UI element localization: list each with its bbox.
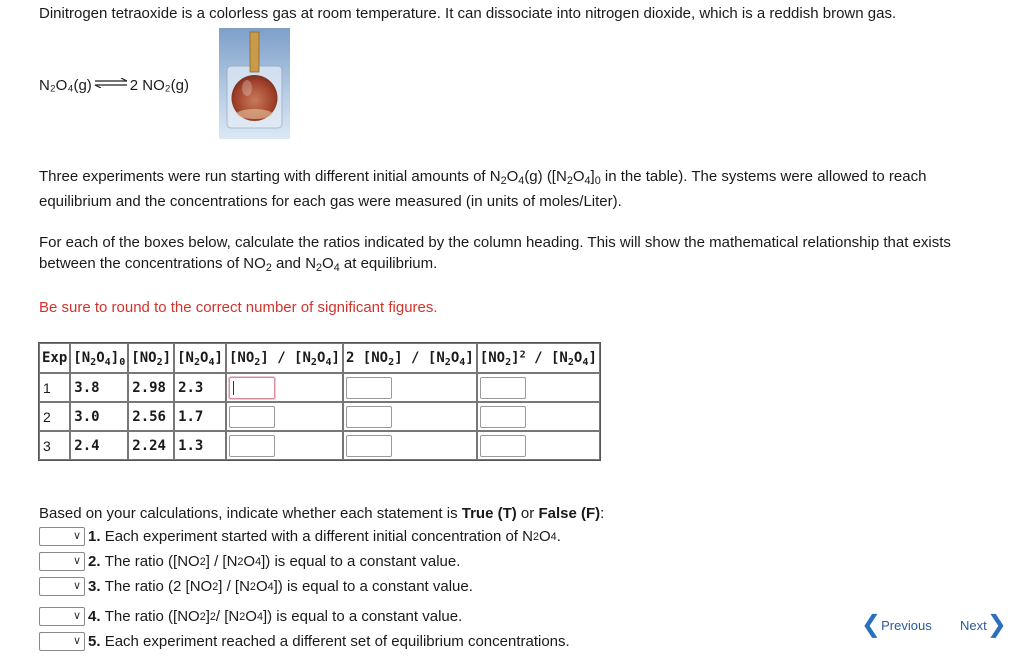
reactant: N₂O₄(g): [39, 77, 92, 94]
n2o4-value: 1.3: [174, 431, 226, 460]
table-row: [39, 431, 600, 460]
true-label: True (T): [461, 505, 517, 522]
statement-2-text: The ratio ([NO: [104, 553, 200, 570]
ratio-1-input-exp1[interactable]: [229, 377, 275, 399]
statement-1-select[interactable]: [39, 527, 85, 546]
statement-1: ∨ 1. Each experiment started with a different initial concentration of N 2 O 4 .: [39, 527, 561, 546]
statement-5-select[interactable]: [39, 632, 85, 651]
reaction-equation: [39, 77, 189, 94]
statement-5-text: Each experiment reached a different set of equilibrium concentrations.: [104, 633, 570, 650]
table-row: [39, 402, 600, 431]
experiment-description: Three experiments were run starting with different initial amounts of $N_2O_4(g)$ ($[N_2O_4]_0$ in the table). The systems were allowed to reach equilibrium and the concentrations for each gas were measured (in units of moles/Liter).: [39, 168, 927, 210]
ratio-2-input-exp3[interactable]: [346, 435, 392, 457]
header-exp: Exp: [39, 343, 70, 373]
statement-1-number: 1.: [88, 528, 101, 545]
statements-intro-text: Based on your calculations, indicate whether each statement is: [39, 505, 458, 522]
ratio-3-input-exp2[interactable]: [480, 406, 526, 428]
chevron-down-icon: ∨: [72, 555, 81, 567]
statement-3-number: 3.: [88, 578, 101, 595]
chevron-down-icon: ∨: [72, 610, 81, 622]
statement-2-number: 2.: [88, 553, 101, 570]
instructions: For each of the boxes below, calculate the ratios indicated by the column heading. This will show the mathematical relationship that exists between the concentrations of $NO_2$ and $N_2O_4$ at equilibrium.: [39, 234, 951, 275]
header-no2: $[NO_2]$: [128, 343, 174, 373]
intro-text: Dinitrogen tetraoxide is a colorless gas at room temperature. It can dissociate into nitrogen dioxide, which is a reddish brown gas.: [39, 5, 897, 22]
previous-button[interactable]: [861, 611, 932, 638]
chevron-right-icon: ❯: [986, 611, 1007, 638]
no2-value: 2.98: [128, 373, 174, 402]
statement-5-number: 5.: [88, 633, 101, 650]
statement-3-text: The ratio (2 [NO: [104, 578, 213, 595]
table-header-row: [39, 343, 600, 373]
statement-3-select[interactable]: [39, 577, 85, 596]
desc-part-2: (g) ([N: [524, 168, 567, 185]
statement-4: ∨ 4. The ratio ([NO 2 ] 2 / [N 2 O 4 ]) is equal to a constant value.: [39, 607, 462, 626]
no2-value: 2.56: [128, 402, 174, 431]
n2o4-initial-value: 3.8: [70, 373, 128, 402]
exp-number: 2: [39, 402, 70, 431]
statement-2-select[interactable]: [39, 552, 85, 571]
exp-number: 1: [39, 373, 70, 402]
n2o4-value: 2.3: [174, 373, 226, 402]
statement-3: ∨ 3. The ratio (2 [NO 2 ] / [N 2 O 4 ]) is equal to a constant value.: [39, 577, 473, 596]
instructions-part-2: and N: [276, 255, 317, 272]
n2o4-initial-value: 2.4: [70, 431, 128, 460]
desc-part-1: Three experiments were run starting with different initial amounts of N: [39, 168, 501, 185]
desc-part-3: in the table). The systems were allowed to reach equilibrium and the concentrations for each gas were measured (in units of moles/Liter).: [39, 168, 927, 210]
statement-4-text: The ratio ([NO: [104, 608, 200, 625]
chevron-left-icon: ❮: [861, 611, 882, 638]
header-n2o4: $[N_2O_4]$: [174, 343, 226, 373]
next-button[interactable]: [960, 611, 1007, 638]
ratio-3-input-exp1[interactable]: [480, 377, 526, 399]
no2-value: 2.24: [128, 431, 174, 460]
ratio-2-input-exp2[interactable]: [346, 406, 392, 428]
ratio-3-input-exp3[interactable]: [480, 435, 526, 457]
next-label: Next: [960, 617, 987, 633]
equilibrium-arrows-icon: [94, 75, 128, 92]
header-ratio-3: $[NO_2]^2 / [N_2O_4]$: [477, 343, 600, 373]
data-table: [38, 342, 601, 461]
statement-2: ∨ 2. The ratio ([NO 2 ] / [N 2 O 4 ]) is equal to a constant value.: [39, 552, 460, 571]
flask-photo: [219, 28, 290, 139]
sig-fig-warning: Be sure to round to the correct number of significant figures.: [39, 299, 438, 316]
ratio-1-input-exp3[interactable]: [229, 435, 275, 457]
n2o4-value: 1.7: [174, 402, 226, 431]
product: 2 NO₂(g): [129, 77, 189, 94]
previous-label: Previous: [881, 617, 932, 633]
statement-1-text: Each experiment started with a different initial concentration of N: [104, 528, 533, 545]
chevron-down-icon: ∨: [72, 635, 81, 647]
exp-number: 3: [39, 431, 70, 460]
instructions-part-1: For each of the boxes below, calculate the ratios indicated by the column heading. This will show the mathematical relationship that exists between the concentrations of NO: [39, 234, 951, 272]
chevron-down-icon: ∨: [72, 580, 81, 592]
statement-4-number: 4.: [88, 608, 101, 625]
ratio-2-input-exp1[interactable]: [346, 377, 392, 399]
header-ratio-2: 2 $[NO_2] / [N_2O_4]$: [343, 343, 477, 373]
header-ratio-1: $[NO_2] / [N_2O_4]$: [226, 343, 343, 373]
false-label: False (F): [538, 505, 601, 522]
instructions-part-3: at equilibrium.: [343, 255, 438, 272]
statement-4-select[interactable]: [39, 607, 85, 626]
header-n2o4-initial: $[N_2O_4]_0$: [70, 343, 128, 373]
n2o4-initial-value: 3.0: [70, 402, 128, 431]
table-row: [39, 373, 600, 402]
or-text: or: [520, 505, 535, 522]
ratio-1-input-exp2[interactable]: [229, 406, 275, 428]
chevron-down-icon: ∨: [72, 530, 81, 542]
statement-5: [39, 632, 570, 651]
statements-intro: Based on your calculations, indicate whether each statement is True (T) or False (F):: [39, 505, 605, 522]
